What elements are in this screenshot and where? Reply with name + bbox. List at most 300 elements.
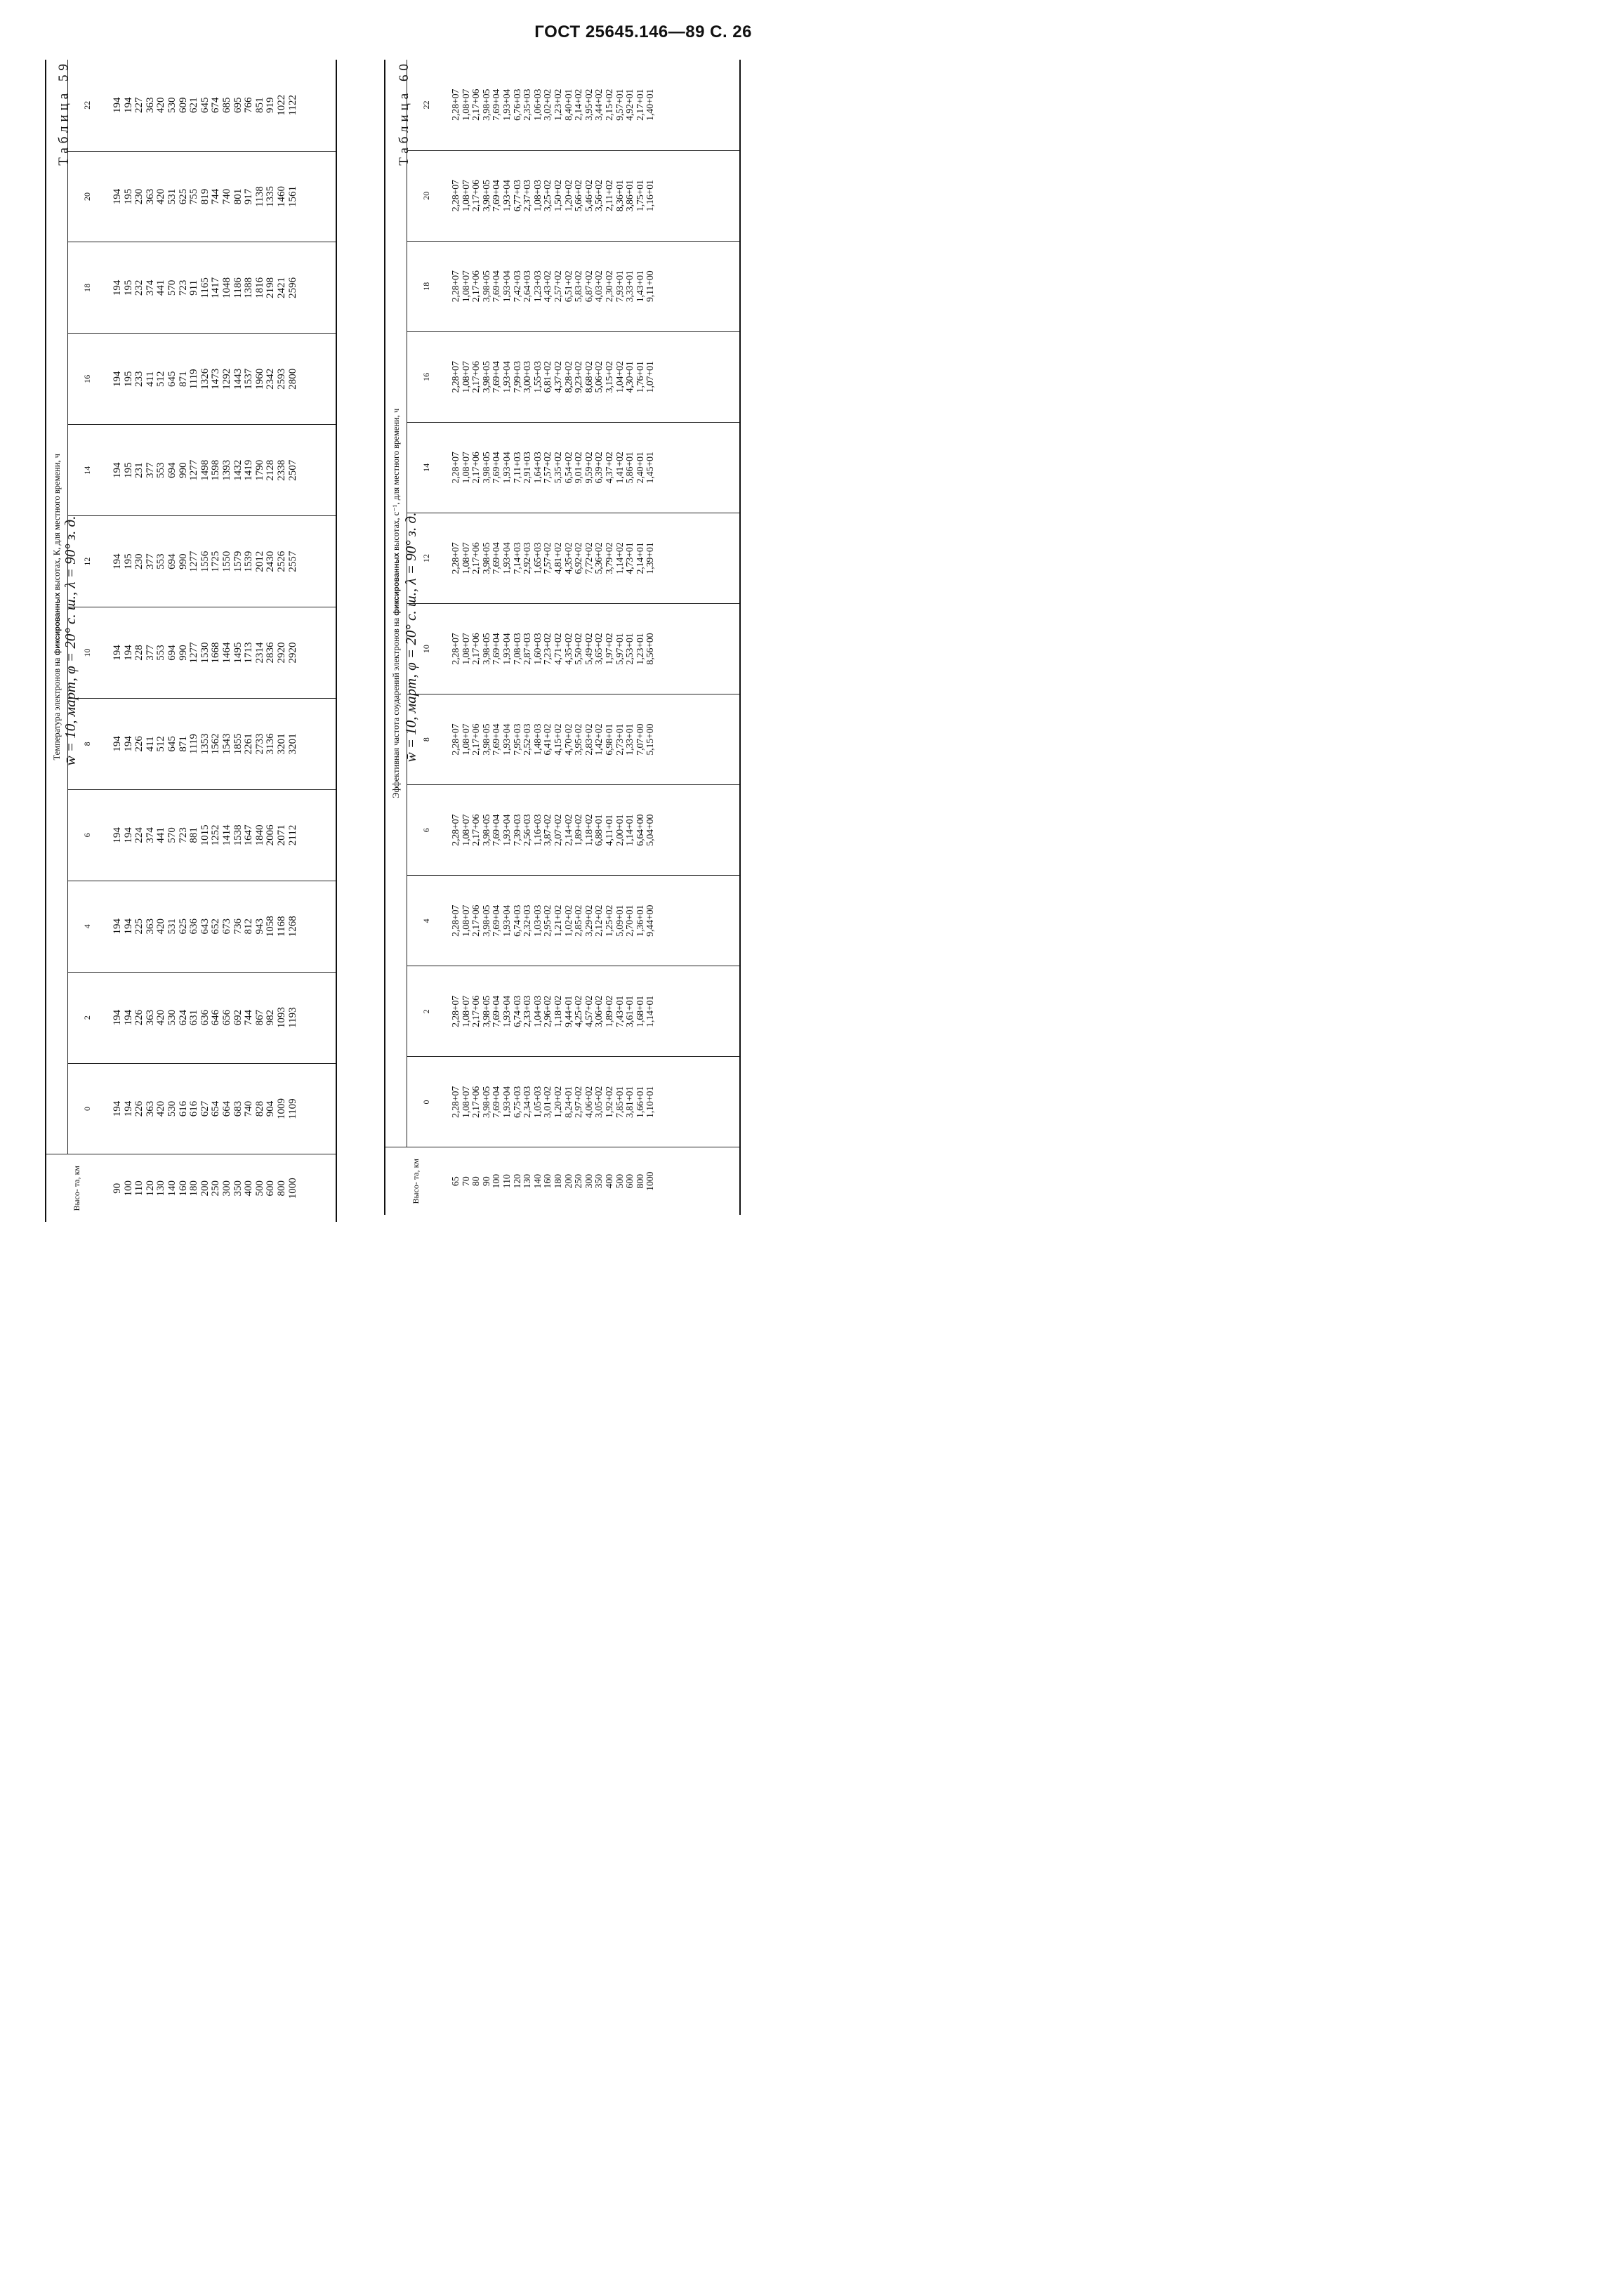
- table-cell: 6,77+03: [512, 180, 523, 212]
- table-59-block: [51, 60, 337, 1222]
- table-cell: 6,39+02: [594, 452, 605, 484]
- table-cell: 2338: [275, 459, 287, 481]
- table-cell: 8,36+01: [614, 180, 626, 212]
- table-cell: 1,03+03: [532, 904, 543, 937]
- table-cell: 194: [112, 188, 123, 205]
- table-cell: 194: [112, 1009, 123, 1026]
- table-cell: 2,70+01: [625, 904, 636, 937]
- table-cell: 194: [112, 645, 123, 661]
- table-cell: 919: [265, 97, 277, 114]
- table-cell: 643: [199, 918, 211, 935]
- table-cell: 3201: [275, 733, 287, 755]
- table-cell: 3,81+01: [625, 1086, 636, 1118]
- table-cell: 943: [253, 918, 265, 935]
- table-cell: 5,04+00: [645, 814, 656, 846]
- table-cell: 1009: [275, 1098, 287, 1120]
- table-cell: 1562: [210, 733, 222, 755]
- table-cell: 5,83+02: [574, 270, 585, 303]
- table-cell: 2,17+06: [471, 361, 482, 393]
- table-cell: 3,61+01: [625, 995, 636, 1027]
- table-cell: 2,28+07: [451, 723, 461, 756]
- table-cell: 1,02+02: [563, 904, 574, 937]
- table-cell: 226: [133, 1100, 145, 1117]
- table-cell: 2,17+06: [471, 180, 482, 212]
- table-cell: 1790: [253, 459, 265, 481]
- table-cell: 636: [188, 918, 200, 935]
- table-cell: 1443: [232, 368, 244, 390]
- table-cell: 1,93+04: [501, 361, 513, 393]
- table-cell: 673: [220, 918, 232, 935]
- table-cell: 2128: [265, 459, 277, 481]
- table-cell: 194: [122, 645, 134, 661]
- table-cell: 1388: [243, 277, 255, 298]
- height-value: 180: [553, 1174, 564, 1189]
- table-cell: 2342: [265, 368, 277, 390]
- table-cell: 1530: [199, 642, 211, 664]
- table-cell: 1119: [188, 369, 200, 390]
- table-cell: 744: [210, 188, 222, 205]
- table-cell: 2,17+06: [471, 1086, 482, 1118]
- table-cell: 6,92+02: [574, 542, 585, 574]
- value-column: [107, 1063, 336, 1154]
- table-cell: 420: [155, 188, 167, 205]
- table-cell: 1,41+02: [614, 452, 626, 484]
- column-header: 10: [407, 604, 447, 694]
- table-cell: 871: [177, 371, 189, 388]
- value-column: [446, 422, 740, 513]
- table-cell: 7,43+01: [614, 995, 626, 1027]
- table-cell: 1,39+01: [645, 542, 656, 574]
- table-cell: 1022: [275, 94, 287, 116]
- table-cell: 1,08+07: [461, 723, 472, 756]
- table-cell: 377: [144, 553, 156, 569]
- table-cell: 685: [220, 97, 232, 114]
- table-cell: 1093: [275, 1007, 287, 1029]
- table-cell: 740: [243, 1100, 255, 1117]
- value-column: [107, 334, 336, 425]
- table-cell: 2,17+01: [635, 88, 646, 121]
- table-cell: 194: [112, 553, 123, 569]
- table-cell: 195: [122, 371, 134, 388]
- table-cell: 819: [199, 188, 211, 205]
- table-59: [45, 60, 337, 1222]
- table-cell: 3136: [265, 733, 277, 755]
- table-cell: 2,17+06: [471, 995, 482, 1027]
- table-cell: 420: [155, 1009, 167, 1026]
- table-cell: 1,21+02: [553, 904, 564, 937]
- table-cell: 194: [122, 97, 134, 114]
- table-cell: 9,23+02: [574, 361, 585, 393]
- height-value: 800: [635, 1174, 646, 1189]
- table-cell: 1,08+07: [461, 542, 472, 574]
- table-cell: 3,25+02: [543, 180, 554, 212]
- table-cell: 5,36+02: [594, 542, 605, 574]
- height-value: 110: [501, 1174, 513, 1189]
- table-cell: 2,52+03: [522, 723, 534, 756]
- table-cell: 3,79+02: [604, 542, 615, 574]
- table-cell: 723: [177, 279, 189, 296]
- table-cell: 531: [166, 188, 178, 205]
- table-cell: 1,08+07: [461, 995, 472, 1027]
- table-cell: 1277: [188, 459, 200, 481]
- table-cell: 2,11+02: [604, 180, 615, 211]
- table-cell: 609: [177, 97, 189, 114]
- value-column: [107, 972, 336, 1063]
- column-header: 6: [407, 785, 447, 876]
- table-cell: 4,35+02: [563, 633, 574, 665]
- table-cell: 194: [112, 918, 123, 935]
- table-59-group-header: Температура электронов на фиксированных высотах, К, для местного времени, ч: [46, 60, 68, 1154]
- table-cell: 1,93+04: [501, 1086, 513, 1118]
- table-cell: 692: [232, 1009, 244, 1026]
- table-cell: 1,08+07: [461, 633, 472, 665]
- table-cell: 570: [166, 279, 178, 296]
- table-cell: 2920: [286, 642, 298, 664]
- table-cell: 1960: [253, 368, 265, 390]
- table-cell: 1543: [220, 733, 232, 755]
- table-cell: 2,14+02: [563, 814, 574, 846]
- table-cell: 3,98+05: [481, 361, 492, 393]
- column-header: 16: [407, 331, 447, 422]
- table-cell: 2,00+01: [614, 814, 626, 846]
- height-value: 80: [471, 1176, 482, 1187]
- table-cell: 1,45+01: [645, 452, 656, 484]
- table-cell: 636: [199, 1009, 211, 1026]
- table-60: [384, 60, 741, 1215]
- table-cell: 530: [166, 97, 178, 114]
- column-header: 10: [68, 607, 107, 699]
- table-cell: 2,28+07: [451, 814, 461, 846]
- table-cell: 6,87+02: [583, 270, 595, 303]
- table-cell: 4,81+02: [553, 542, 564, 574]
- table-cell: 411: [144, 736, 156, 752]
- table-cell: 5,35+02: [553, 452, 564, 484]
- table-cell: 5,50+02: [574, 633, 585, 665]
- table-cell: 766: [243, 97, 255, 114]
- height-value: 200: [199, 1180, 211, 1197]
- height-value: 800: [275, 1180, 287, 1197]
- table-cell: 4,57+02: [583, 995, 595, 1027]
- table-cell: 8,40+01: [563, 88, 574, 121]
- height-value: 250: [574, 1174, 585, 1189]
- table-cell: 4,70+02: [563, 723, 574, 756]
- table-cell: 2,92+03: [522, 542, 534, 574]
- table-cell: 695: [232, 97, 244, 114]
- table-cell: 441: [155, 827, 167, 843]
- table-cell: 1,75+01: [635, 180, 646, 212]
- table-cell: 6,98+01: [604, 723, 615, 756]
- column-header: 8: [68, 698, 107, 789]
- table-cell: 1,08+07: [461, 814, 472, 846]
- height-value: 1000: [645, 1171, 656, 1191]
- table-cell: 1,23+02: [553, 88, 564, 121]
- table-cell: 194: [122, 736, 134, 752]
- table-cell: 1417: [210, 277, 222, 298]
- table-cell: 4,73+01: [625, 542, 636, 574]
- table-cell: 7,69+04: [491, 814, 503, 846]
- table-cell: 530: [166, 1009, 178, 1026]
- table-cell: 3,98+05: [481, 633, 492, 665]
- table-60-block: [391, 60, 741, 1215]
- height-value: 600: [265, 1180, 277, 1197]
- table-cell: 1,40+01: [645, 88, 656, 121]
- table-cell: 2,28+07: [451, 270, 461, 303]
- table-cell: 7,69+04: [491, 452, 503, 484]
- table-cell: 1292: [220, 368, 232, 390]
- table-cell: 3,98+05: [481, 1086, 492, 1118]
- height-value: 130: [155, 1180, 167, 1197]
- table-cell: 363: [144, 1009, 156, 1026]
- column-header: 12: [407, 513, 447, 603]
- table-cell: 4,71+02: [553, 633, 564, 665]
- column-header: 2: [68, 972, 107, 1063]
- table-cell: 2507: [286, 459, 298, 481]
- table-cell: 7,57+02: [543, 452, 554, 484]
- table-cell: 652: [210, 918, 222, 935]
- table-cell: 1393: [220, 459, 232, 481]
- heights-column: [446, 1147, 740, 1215]
- table-cell: 3,44+02: [594, 88, 605, 121]
- table-cell: 3,95+02: [583, 88, 595, 121]
- table-cell: 228: [133, 645, 145, 661]
- table-cell: 7,42+03: [512, 270, 523, 303]
- table-cell: 1,16+01: [645, 180, 656, 212]
- table-cell: 7,69+04: [491, 542, 503, 574]
- table-cell: 1498: [199, 459, 211, 481]
- column-header: 4: [407, 876, 447, 966]
- table-cell: 6,51+02: [563, 270, 574, 303]
- table-cell: 1,16+03: [532, 814, 543, 846]
- table-cell: 194: [112, 827, 123, 843]
- table-cell: 1855: [232, 733, 244, 755]
- value-column: [446, 604, 740, 694]
- table-cell: 871: [177, 736, 189, 752]
- table-cell: 7,57+02: [543, 542, 554, 574]
- table-cell: 2,85+02: [574, 904, 585, 937]
- table-cell: 7,69+04: [491, 904, 503, 937]
- table-cell: 1,64+03: [532, 452, 543, 484]
- table-cell: 3,98+05: [481, 270, 492, 303]
- table-cell: 194: [112, 736, 123, 752]
- table-cell: 1,93+04: [501, 180, 513, 212]
- table-cell: 7,93+01: [614, 270, 626, 303]
- table-cell: 227: [133, 97, 145, 114]
- table-cell: 867: [253, 1009, 265, 1026]
- table-cell: 377: [144, 462, 156, 478]
- table-cell: 4,06+02: [583, 1086, 595, 1118]
- table-cell: 694: [166, 462, 178, 478]
- table-cell: 1015: [199, 824, 211, 846]
- table-cell: 232: [133, 279, 145, 296]
- table-cell: 2,28+07: [451, 361, 461, 393]
- table-cell: 1,08+07: [461, 180, 472, 212]
- table-cell: 9,44+00: [645, 904, 656, 937]
- table-cell: 1048: [220, 277, 232, 298]
- value-column: [107, 698, 336, 789]
- column-header: 14: [68, 425, 107, 516]
- table-cell: 195: [122, 279, 134, 296]
- column-header: 0: [407, 1057, 447, 1147]
- table-cell: 2,34+03: [522, 1086, 534, 1118]
- table-cell: 2,28+07: [451, 1086, 461, 1118]
- table-cell: 851: [253, 97, 265, 114]
- table-cell: 645: [166, 736, 178, 752]
- table-cell: 2,17+06: [471, 88, 482, 121]
- table-cell: 4,35+02: [563, 542, 574, 574]
- table-cell: 8,56+00: [645, 633, 656, 665]
- table-cell: 6,76+03: [512, 88, 523, 121]
- table-cell: 2,12+02: [594, 904, 605, 937]
- table-cell: 7,69+04: [491, 1086, 503, 1118]
- table-cell: 1119: [188, 733, 200, 754]
- table-cell: 624: [177, 1009, 189, 1026]
- table-60-label: Таблица 60: [397, 60, 411, 166]
- table-cell: 1,18+02: [553, 995, 564, 1027]
- table-cell: 225: [133, 918, 145, 935]
- table-cell: 740: [220, 188, 232, 205]
- table-cell: 1168: [275, 916, 287, 937]
- heights-column: [107, 1154, 336, 1222]
- table-cell: 1,08+07: [461, 361, 472, 393]
- table-cell: 1138: [253, 186, 265, 207]
- table-cell: 1,93+04: [501, 995, 513, 1027]
- table-cell: 1432: [232, 459, 244, 481]
- height-value: 300: [220, 1180, 232, 1197]
- table-cell: 194: [122, 827, 134, 843]
- table-cell: 1,08+07: [461, 452, 472, 484]
- table-cell: 2006: [265, 824, 277, 846]
- table-cell: 7,99+03: [512, 361, 523, 393]
- value-column: [107, 881, 336, 972]
- table-cell: 195: [122, 188, 134, 205]
- table-cell: 570: [166, 827, 178, 843]
- column-header: 16: [68, 334, 107, 425]
- table-cell: 1725: [210, 551, 222, 572]
- table-cell: 616: [177, 1100, 189, 1117]
- table-cell: 664: [220, 1100, 232, 1117]
- table-cell: 1,89+02: [574, 814, 585, 846]
- height-value: 65: [451, 1176, 461, 1187]
- table-cell: 3,98+05: [481, 904, 492, 937]
- table-cell: 1,04+02: [614, 361, 626, 393]
- table-cell: 2,73+01: [614, 723, 626, 756]
- table-cell: 9,01+02: [574, 452, 585, 484]
- table-cell: 194: [122, 1100, 134, 1117]
- height-value: 120: [144, 1180, 156, 1197]
- table-cell: 2,95+02: [543, 904, 554, 937]
- table-cell: 553: [155, 462, 167, 478]
- table-cell: 6,64+00: [635, 814, 646, 846]
- table-cell: 1,93+04: [501, 88, 513, 121]
- height-value: 600: [625, 1174, 636, 1189]
- table-cell: 2,28+07: [451, 452, 461, 484]
- table-cell: 1556: [199, 551, 211, 572]
- table-cell: 512: [155, 371, 167, 388]
- table-cell: 656: [220, 1009, 232, 1026]
- table-cell: 3,65+02: [594, 633, 605, 665]
- value-column: [107, 789, 336, 881]
- table-cell: 1326: [199, 368, 211, 390]
- table-cell: 1495: [232, 642, 244, 664]
- table-cell: 2920: [275, 642, 287, 664]
- table-cell: 531: [166, 918, 178, 935]
- table-cell: 1,05+03: [532, 1086, 543, 1118]
- table-cell: 420: [155, 918, 167, 935]
- table-cell: 553: [155, 553, 167, 569]
- table-cell: 1058: [265, 916, 277, 937]
- table-cell: 1,08+07: [461, 88, 472, 121]
- value-column: [446, 513, 740, 603]
- table-cell: 5,46+02: [583, 180, 595, 212]
- value-column: [446, 60, 740, 150]
- table-cell: 3,33+01: [625, 270, 636, 303]
- table-cell: 694: [166, 645, 178, 661]
- table-cell: 904: [265, 1100, 277, 1117]
- table-cell: 5,97+01: [614, 633, 626, 665]
- table-59-label: Таблица 59: [56, 60, 71, 166]
- table-cell: 1,23+01: [635, 633, 646, 665]
- height-column-header: Высо- та, км: [385, 1147, 446, 1215]
- table-cell: 9,11+00: [645, 270, 656, 302]
- table-cell: 226: [133, 1009, 145, 1026]
- table-cell: 683: [232, 1100, 244, 1117]
- table-cell: 1,50+02: [553, 180, 564, 212]
- table-cell: 194: [112, 371, 123, 388]
- table-cell: 6,54+02: [563, 452, 574, 484]
- table-cell: 7,72+02: [583, 542, 595, 574]
- table-cell: 6,74+03: [512, 995, 523, 1027]
- table-cell: 7,69+04: [491, 995, 503, 1027]
- table-cell: 231: [133, 462, 145, 478]
- height-value: 250: [210, 1180, 222, 1197]
- table-cell: 990: [177, 462, 189, 478]
- table-cell: 1,18+02: [583, 814, 595, 846]
- table-cell: 1277: [188, 642, 200, 664]
- height-value: 500: [253, 1180, 265, 1197]
- table-cell: 2,17+06: [471, 723, 482, 756]
- table-cell: 1252: [210, 824, 222, 846]
- table-cell: 7,69+04: [491, 361, 503, 393]
- table-cell: 1,42+02: [594, 723, 605, 756]
- table-cell: 1579: [232, 551, 244, 572]
- table-cell: 694: [166, 553, 178, 569]
- table-cell: 7,69+04: [491, 633, 503, 665]
- table-cell: 2,28+07: [451, 180, 461, 212]
- table-cell: 230: [133, 553, 145, 569]
- table-cell: 7,85+01: [614, 1086, 626, 1118]
- table-cell: 1414: [220, 824, 232, 846]
- table-cell: 2,40+01: [635, 452, 646, 484]
- table-cell: 1,20+02: [563, 180, 574, 212]
- table-cell: 1,93+04: [501, 270, 513, 303]
- table-cell: 6,74+03: [512, 904, 523, 937]
- height-value: 180: [188, 1180, 200, 1197]
- table-cell: 1,08+07: [461, 1086, 472, 1118]
- table-cell: 3,02+02: [543, 88, 554, 121]
- height-value: 350: [232, 1180, 244, 1197]
- table-cell: 2,14+02: [574, 88, 585, 121]
- height-value: 70: [461, 1176, 472, 1187]
- table-cell: 2,53+01: [625, 633, 636, 665]
- table-cell: 1647: [243, 824, 255, 846]
- value-column: [446, 331, 740, 422]
- table-cell: 2,32+03: [522, 904, 534, 937]
- table-cell: 1,93+04: [501, 452, 513, 484]
- height-value: 100: [122, 1180, 134, 1197]
- height-value: 130: [522, 1174, 534, 1189]
- table-cell: 530: [166, 1100, 178, 1117]
- table-cell: 224: [133, 827, 145, 843]
